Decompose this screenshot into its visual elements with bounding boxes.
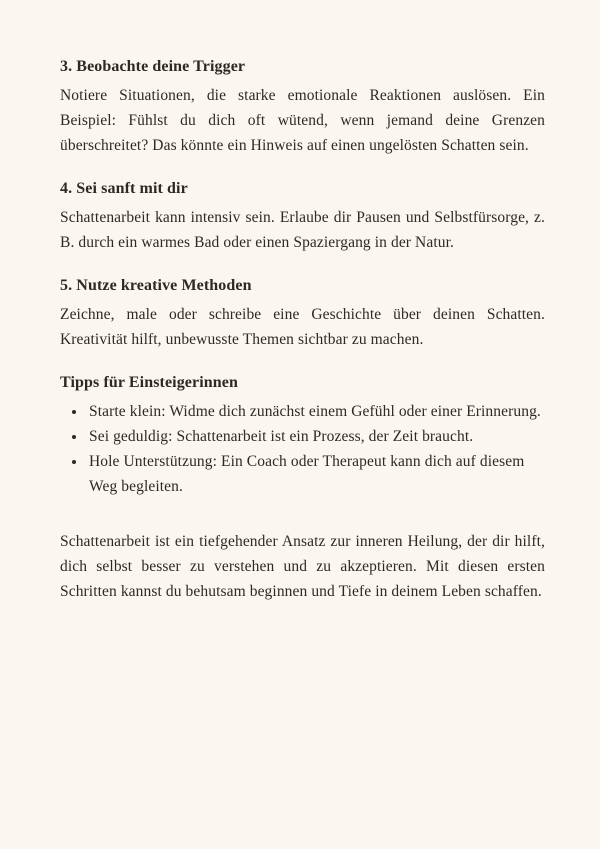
list-item-sei-geduldig: • Sei geduldig: Schattenarbeit ist ein Prozess, der Zeit braucht. — [87, 424, 545, 449]
section-heading-tipps: Tipps für Einsteigerinnen — [60, 374, 238, 391]
section-tipps-einsteigerinnen — [60, 372, 545, 499]
section-body-kreative-methoden: Zeichne, male oder schreibe eine Geschichte über deinen Schatten. Kreativität hilft, unbewusste Themen sichtbar zu machen. — [60, 306, 545, 348]
section-beobachte-trigger — [60, 56, 545, 158]
section-kreative-methoden — [60, 275, 545, 352]
list-item-hole-unterstuetzung: • Hole Unterstützung: Ein Coach oder Therapeut kann dich auf diesem Weg begleiten. — [87, 449, 545, 499]
section-body-trigger: Notiere Situationen, die starke emotionale Reaktionen auslösen. Ein Beispiel: Fühlst du dich oft wütend, wenn jemand deine Grenzen überschreitet? Das könnte ein Hinweis auf einen ungelösten Schatten sein. — [60, 87, 545, 154]
section-heading-kreative-methoden: 5. Nutze kreative Methoden — [60, 277, 252, 294]
tips-list — [60, 399, 545, 499]
section-body-sei-sanft: Schattenarbeit kann intensiv sein. Erlaube dir Pausen und Selbstfürsorge, z. B. durch ein warmes Bad oder einen Spaziergang in der Natur. — [60, 209, 545, 251]
closing-paragraph: Schattenarbeit ist ein tiefgehender Ansatz zur inneren Heilung, der dir hilft, dich selbst besser zu verstehen und zu akzeptieren. Mit diesen ersten Schritten kannst du behutsam beginnen und Tiefe in deinem Leben schaffen. — [60, 533, 545, 600]
list-item-starte-klein: • Starte klein: Widme dich zunächst einem Gefühl oder einer Erinnerung. — [87, 399, 545, 424]
section-sei-sanft — [60, 178, 545, 255]
section-heading-sei-sanft: 4. Sei sanft mit dir — [60, 180, 188, 197]
section-heading-trigger: 3. Beobachte deine Trigger — [60, 58, 246, 75]
